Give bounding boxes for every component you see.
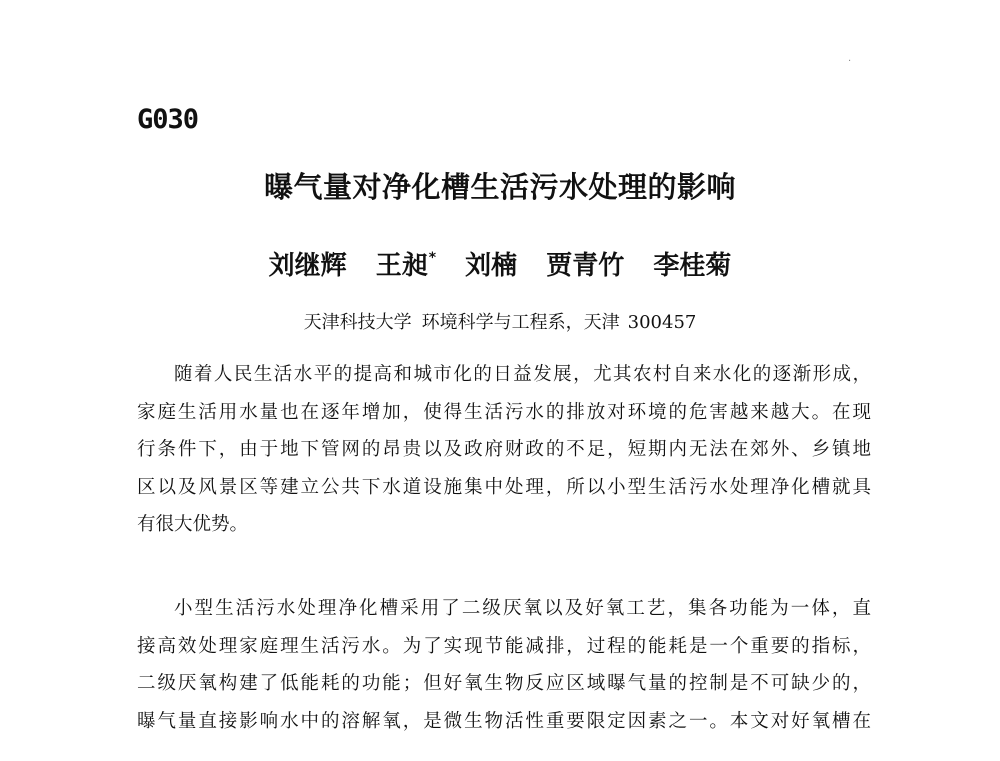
- affiliation-postcode: 300457: [627, 312, 697, 333]
- affiliation: [0, 308, 1000, 334]
- author-name: 刘楠: [465, 251, 518, 281]
- paragraph-line: 曝气量直接影响水中的溶解氧，是微生物活性重要限定因素之一。本文对好氧槽在: [137, 710, 871, 732]
- paragraph-line: 有很大优势。: [137, 514, 249, 535]
- author: [546, 245, 624, 282]
- author-name: 刘继辉: [268, 251, 347, 281]
- paper-title: 曝气量对净化槽生活污水处理的影响: [263, 170, 736, 204]
- author: [269, 245, 347, 282]
- author-list: [0, 245, 1000, 282]
- author-name: 李桂菊: [653, 251, 732, 281]
- affiliation-university: 天津科技大学: [303, 312, 412, 333]
- paragraph-line: 行条件下，由于地下管网的昂贵以及政府财政的不足，短期内无法在郊外、乡镇地: [137, 439, 871, 460]
- author-name: 贾青竹: [546, 251, 625, 281]
- scan-speck: ·: [848, 56, 852, 67]
- paragraph-line: 接高效处理家庭理生活污水。为了实现节能减排，过程的能耗是一个重要的指标，: [137, 635, 871, 657]
- author: [376, 245, 436, 282]
- paragraph-line: 小型生活污水处理净化槽采用了二级厌氧以及好氧工艺，集各功能为一体，直: [174, 598, 871, 619]
- paper-code: G030: [137, 104, 199, 135]
- affiliation-department: 环境科学与工程系，天津: [421, 312, 620, 333]
- author-name: 王昶: [375, 251, 428, 281]
- paragraph-line: 二级厌氧构建了低能耗的功能；但好氧生物反应区域曝气量的控制是不可缺少的，: [137, 673, 871, 694]
- paragraph-line: 随着人民生活水平的提高和城市化的日益发展，尤其农村自来水化的逐渐形成，: [174, 364, 871, 385]
- paragraph-line: 家庭生活用水量也在逐年增加，使得生活污水的排放对环境的危害越来越大。在现: [137, 401, 871, 423]
- paragraph: [137, 356, 871, 544]
- author: [653, 245, 731, 282]
- paragraph-line: 区以及风景区等建立公共下水道设施集中处理，所以小型生活污水处理净化槽就具: [137, 476, 871, 498]
- paragraph: [137, 590, 871, 740]
- corresponding-author-mark: *: [428, 250, 437, 266]
- author: [465, 245, 517, 282]
